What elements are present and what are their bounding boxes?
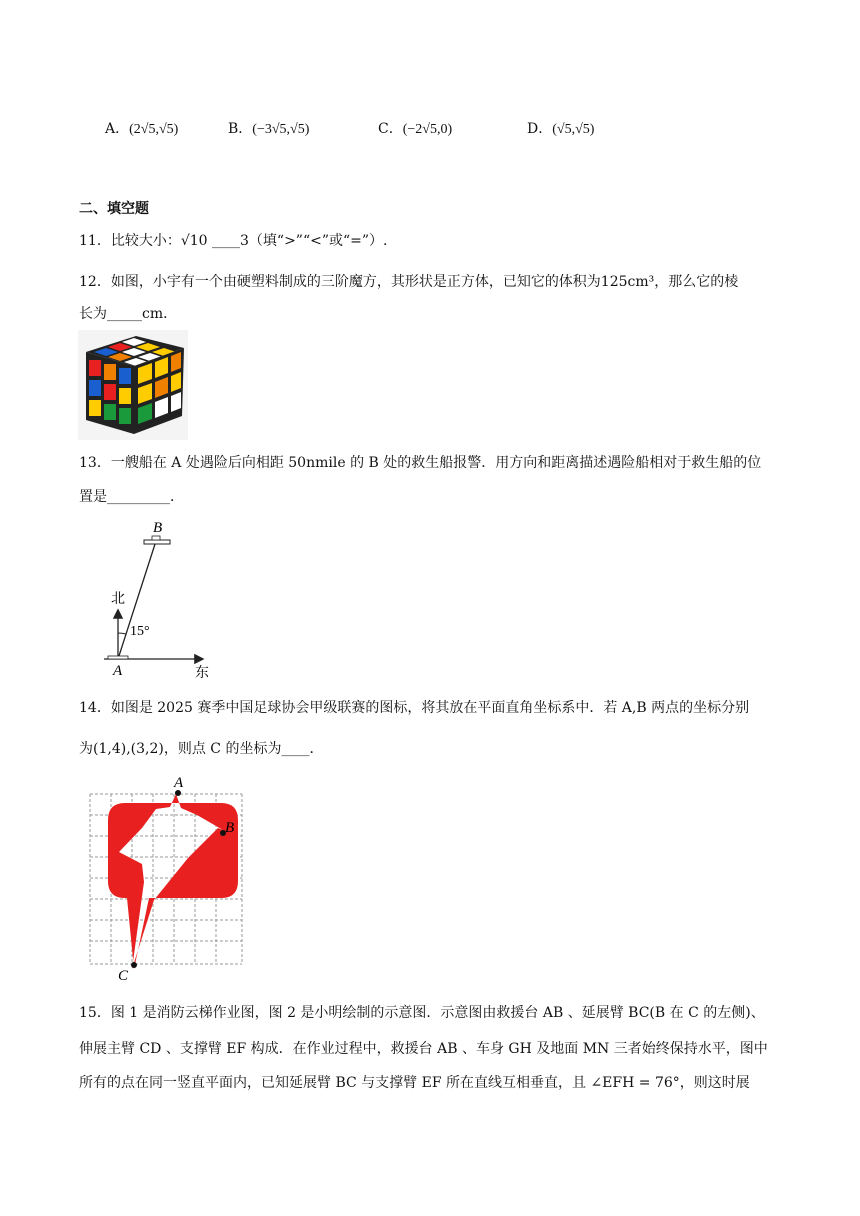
angle-arc [118,633,126,634]
choice-a [105,118,178,138]
question-12-line2: 长为_____cm． [79,306,178,322]
choice-c-label: C． [378,121,403,137]
choice-c-value: (−2√5,0) [402,122,453,137]
choice-d-value: (√5,√5) [552,122,595,137]
ship-b [144,540,170,544]
choice-b-label: B． [228,121,253,137]
question-13-line2: 置是_________． [79,489,184,505]
question-12-line1: 12．如图，小宇有一个由硬塑料制成的三阶魔方，其形状是正方体，已知它的体积为125cm³，那么它的棱 [79,274,739,290]
label-east: 东 [195,665,209,680]
label-a: A [174,775,184,791]
choice-b [228,118,309,138]
question-14-line2: 为(1,4),(3,2)，则点 C 的坐标为____． [79,741,324,757]
question-13-line1: 13．一艘船在 A 处遇险后向相距 50nmile 的 B 处的救生船报警．用方向和距离描述遇险船相对于救生船的位 [79,455,762,471]
label-b: B [225,820,235,836]
choice-b-value: (−3√5,√5) [252,122,310,137]
label-angle: 15° [130,624,150,639]
logo-shape [108,794,238,969]
point-c [131,962,137,968]
label-b: B [153,520,163,536]
choice-d-label: D． [527,121,553,137]
question-15-line2: 伸展主臂 CD 、支撑臂 EF 构成．在作业过程中，救援台 AB 、车身 GH 及地面 MN 三者始终保持水平，图中 [79,1041,768,1057]
choice-a-value: (2√5,√5) [129,122,179,137]
question-15-line1: 15．图 1 是消防云梯作业图，图 2 是小明绘制的示意图．示意图由救援台 AB 、延展臂 BC(B 在 C 的左侧)、 [79,1005,765,1021]
choice-a-label: A． [105,121,130,137]
choice-d [527,118,594,138]
ship-a [108,656,128,659]
section-title: 二、填空题 [79,201,149,217]
label-north: 北 [111,591,125,607]
rubiks-cube-image [78,330,188,440]
ship-direction-diagram [104,515,224,680]
league-logo-grid-figure [82,772,252,984]
label-a: A [113,663,123,679]
question-14-line1: 14．如图是 2025 赛季中国足球协会甲级联赛的图标，将其放在平面直角坐标系中．若 A,B 两点的坐标分别 [79,700,750,716]
label-c: C [118,968,129,984]
question-11: 11．比较大小：√10 ____3（填“>”“<”或“=”）. [79,233,388,249]
choice-c [378,118,452,138]
question-15-line3: 所有的点在同一竖直平面内，已知延展臂 BC 与支撑臂 EF 所在直线互相垂直，且 ∠EFH = 76°，则这时展 [79,1075,750,1091]
